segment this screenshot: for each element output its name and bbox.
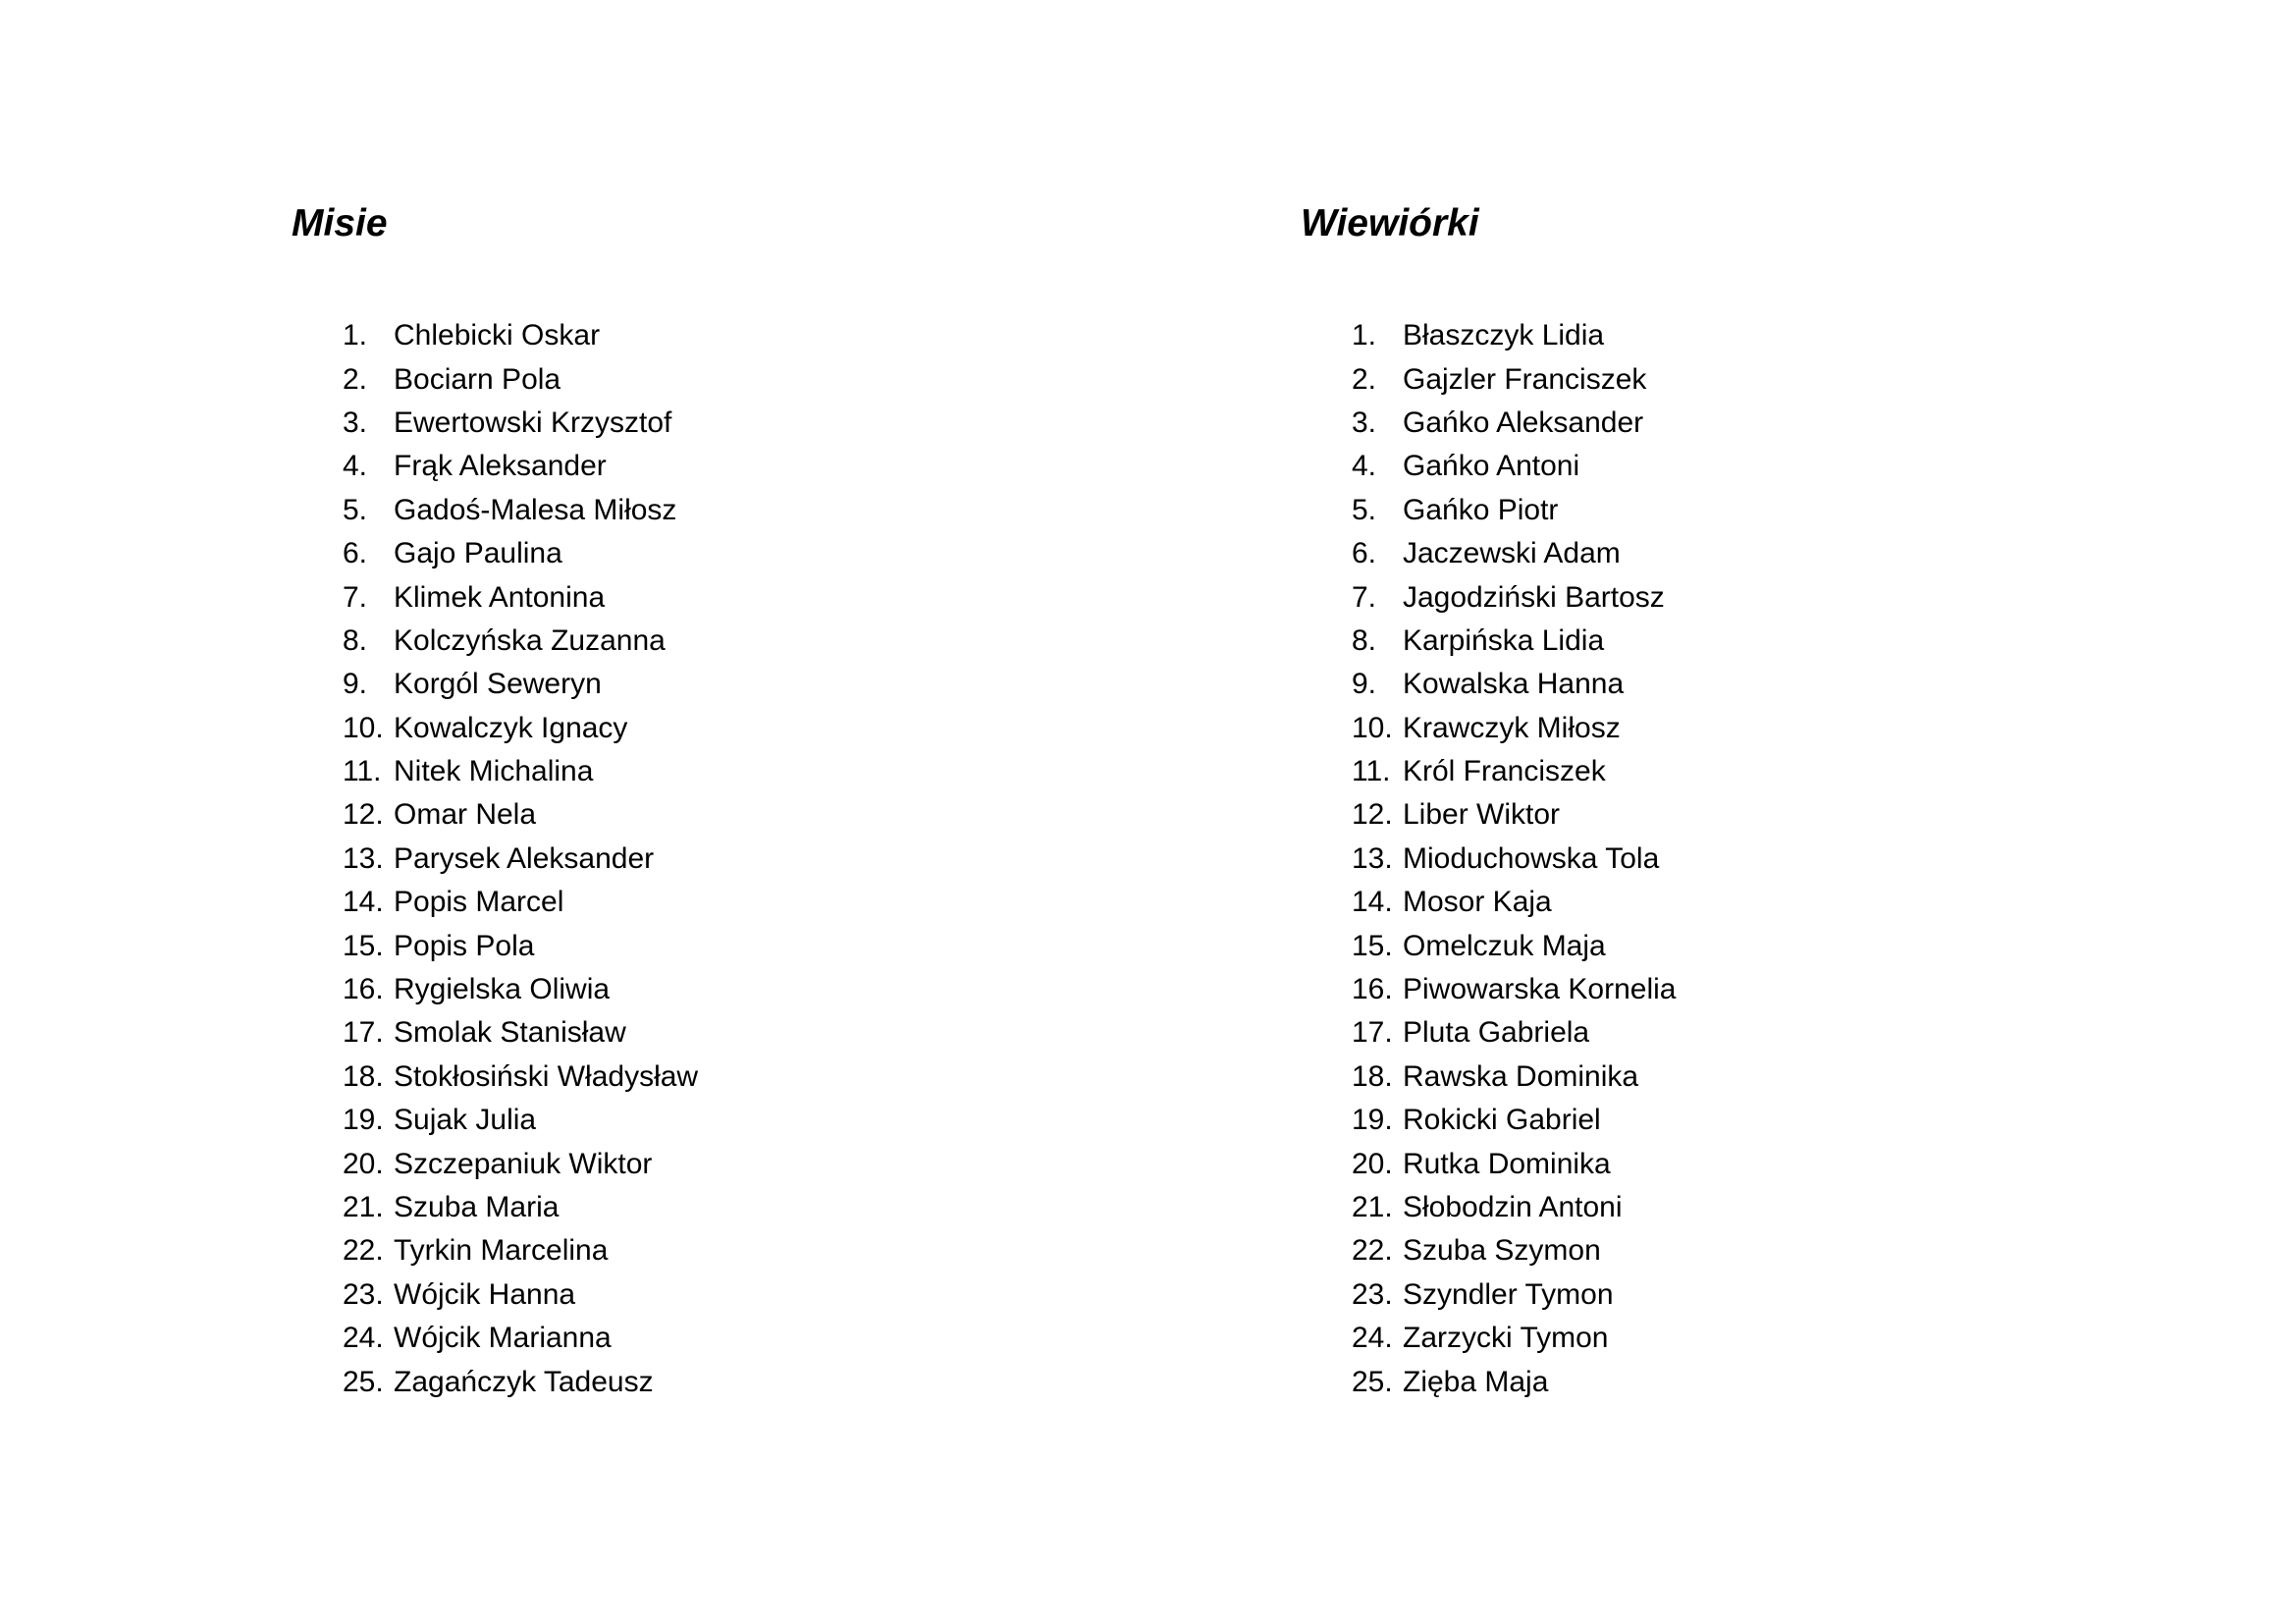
list-item-name: Jagodziński Bartosz — [1403, 580, 1665, 614]
list-item — [1352, 968, 1676, 1011]
list-item-number: 2. — [1352, 362, 1377, 396]
list-item-number: 13. — [343, 841, 384, 875]
list-item-number: 2. — [343, 362, 368, 396]
list-item — [1352, 750, 1676, 793]
list-item — [343, 793, 698, 837]
group-title: Misie — [292, 202, 388, 244]
list-item-name: Zarzycki Tymon — [1403, 1322, 1609, 1355]
list-item-name: Popis Pola — [394, 929, 535, 962]
list-item-name: Frąk Aleksander — [394, 450, 607, 483]
list-item-number: 23. — [343, 1277, 384, 1311]
list-item-number: 18. — [343, 1059, 384, 1093]
list-item — [1352, 1142, 1676, 1185]
group-title: Wiewiórki — [1301, 202, 1479, 244]
list-item-name: Szyndler Tymon — [1403, 1277, 1614, 1311]
list-item-name: Ewertowski Krzysztof — [394, 406, 672, 439]
list-item-number: 12. — [343, 798, 384, 832]
list-item-name: Wójcik Hanna — [394, 1277, 576, 1311]
list-item-number: 17. — [343, 1016, 384, 1050]
list-item — [1352, 1317, 1676, 1360]
list-item-number: 6. — [1352, 537, 1377, 570]
list-item-number: 10. — [1352, 711, 1393, 744]
list-item — [1352, 1099, 1676, 1142]
list-item-name: Błaszczyk Lidia — [1403, 319, 1605, 352]
list-item-number: 21. — [1352, 1191, 1393, 1223]
list-item-name: Omar Nela — [394, 798, 537, 832]
list-item-number: 6. — [343, 537, 368, 570]
list-item-name: Kowalczyk Ignacy — [394, 711, 628, 744]
list-item — [343, 1186, 698, 1229]
list-item-number: 5. — [343, 493, 368, 526]
list-item-number: 18. — [1352, 1059, 1393, 1093]
list-item-name: Gańko Antoni — [1403, 450, 1580, 483]
list-item-number: 3. — [1352, 406, 1377, 439]
list-item-name: Jaczewski Adam — [1403, 537, 1621, 570]
list-item-number: 13. — [1352, 841, 1393, 875]
list-item-name: Król Franciszek — [1403, 755, 1606, 788]
list-item-number: 22. — [1352, 1234, 1393, 1268]
list-item-name: Korgól Seweryn — [394, 668, 602, 701]
list-item — [343, 1360, 698, 1403]
list-item-number: 21. — [343, 1191, 384, 1223]
list-item-name: Tyrkin Marcelina — [394, 1234, 609, 1268]
list-item — [1352, 793, 1676, 837]
list-item — [343, 1142, 698, 1185]
group-wiewiorki — [1301, 187, 1677, 1398]
list-item-number: 15. — [1352, 929, 1393, 962]
list-item-name: Szuba Szymon — [1403, 1234, 1601, 1268]
list-item — [1352, 620, 1676, 663]
list-item-name: Rokicki Gabriel — [1403, 1104, 1601, 1137]
list-item-number: 7. — [343, 580, 368, 614]
list-item-name: Omelczuk Maja — [1403, 929, 1606, 962]
list-item — [343, 707, 698, 750]
list-item-name: Bociarn Pola — [394, 362, 561, 396]
list-item-name: Klimek Antonina — [394, 580, 606, 614]
list-item — [343, 402, 698, 445]
list-item-name: Sujak Julia — [394, 1104, 537, 1137]
list-item-number: 24. — [1352, 1322, 1393, 1355]
list-item-number: 1. — [1352, 319, 1377, 352]
list-item-name: Szuba Maria — [394, 1191, 560, 1223]
list-item — [343, 1317, 698, 1360]
list-item-number: 20. — [343, 1147, 384, 1180]
list-item-name: Wójcik Marianna — [394, 1322, 612, 1355]
list-item-number: 11. — [343, 755, 382, 788]
list-item-name: Gańko Piotr — [1403, 493, 1559, 526]
list-item-name: Pluta Gabriela — [1403, 1016, 1590, 1050]
list-item — [1352, 445, 1676, 488]
list-item-number: 20. — [1352, 1147, 1393, 1180]
list-item — [343, 620, 698, 663]
list-item — [343, 357, 698, 401]
list-item — [343, 1099, 698, 1142]
list-item-name: Krawczyk Miłosz — [1403, 711, 1621, 744]
list-item — [343, 750, 698, 793]
list-item — [1352, 1186, 1676, 1229]
list-item — [1352, 881, 1676, 924]
list-item-name: Piwowarska Kornelia — [1403, 973, 1677, 1006]
list-item-name: Gajo Paulina — [394, 537, 562, 570]
list-item-number: 8. — [1352, 623, 1377, 657]
list-item — [1352, 314, 1676, 357]
list-item-number: 4. — [343, 450, 368, 483]
list-item-name: Zagańczyk Tadeusz — [394, 1365, 654, 1398]
list-item — [343, 314, 698, 357]
list-item — [343, 1011, 698, 1055]
list-item-number: 15. — [343, 929, 384, 962]
list-item-number: 19. — [343, 1104, 384, 1137]
list-item-number: 3. — [343, 406, 368, 439]
list-item — [1352, 1056, 1676, 1099]
list-item — [1352, 1011, 1676, 1055]
list-item-name: Słobodzin Antoni — [1403, 1191, 1623, 1223]
list-item — [1352, 663, 1676, 706]
list-item-number: 23. — [1352, 1277, 1393, 1311]
list-item-number: 24. — [343, 1322, 384, 1355]
list-item — [1352, 357, 1676, 401]
list-item — [343, 1229, 698, 1272]
list-item — [343, 532, 698, 575]
list-item-number: 9. — [1352, 668, 1377, 701]
list-item-name: Zięba Maja — [1403, 1365, 1549, 1398]
list-item-name: Rawska Dominika — [1403, 1059, 1639, 1093]
list-item-number: 25. — [1352, 1365, 1393, 1398]
list-item — [1352, 532, 1676, 575]
list-item — [1352, 707, 1676, 750]
list-item-name: Mioduchowska Tola — [1403, 841, 1660, 875]
list-item-number: 4. — [1352, 450, 1377, 483]
list-item-name: Parysek Aleksander — [394, 841, 655, 875]
list-item-number: 1. — [343, 319, 368, 352]
list-item-name: Smolak Stanisław — [394, 1016, 626, 1050]
list-item — [343, 663, 698, 706]
group-misie — [292, 187, 699, 1398]
list-item — [343, 575, 698, 619]
list-item — [343, 838, 698, 881]
list-item-name: Gadoś-Malesa Miłosz — [394, 493, 677, 526]
list-item-number: 14. — [1352, 886, 1393, 919]
list-item — [1352, 838, 1676, 881]
list-item — [343, 1273, 698, 1317]
list-item-name: Kolczyńska Zuzanna — [394, 623, 666, 657]
list-item-name: Liber Wiktor — [1403, 798, 1561, 832]
list-item-number: 10. — [343, 711, 384, 744]
list-item-number: 12. — [1352, 798, 1393, 832]
list-item-name: Mosor Kaja — [1403, 886, 1552, 919]
member-list — [343, 314, 698, 1404]
list-item — [1352, 1360, 1676, 1403]
list-item — [1352, 924, 1676, 967]
list-item — [343, 968, 698, 1011]
list-item-number: 5. — [1352, 493, 1377, 526]
list-item-number: 16. — [1352, 973, 1393, 1006]
list-item-number: 22. — [343, 1234, 384, 1268]
list-item-name: Gańko Aleksander — [1403, 406, 1644, 439]
list-item-number: 19. — [1352, 1104, 1393, 1137]
list-item-name: Kowalska Hanna — [1403, 668, 1625, 701]
list-item-name: Nitek Michalina — [394, 755, 594, 788]
list-item — [1352, 489, 1676, 532]
list-item-name: Stokłosiński Władysław — [394, 1059, 699, 1093]
list-item-name: Rutka Dominika — [1403, 1147, 1611, 1180]
list-item — [343, 445, 698, 488]
list-item-number: 11. — [1352, 755, 1391, 788]
list-item-name: Karpińska Lidia — [1403, 623, 1605, 657]
list-item — [1352, 1229, 1676, 1272]
list-item — [1352, 402, 1676, 445]
list-item-name: Gajzler Franciszek — [1403, 362, 1647, 396]
list-item-number: 8. — [343, 623, 368, 657]
list-item-number: 16. — [343, 973, 384, 1006]
list-item — [343, 881, 698, 924]
list-item-number: 14. — [343, 886, 384, 919]
list-item-name: Rygielska Oliwia — [394, 973, 611, 1006]
list-item-number: 25. — [343, 1365, 384, 1398]
list-item — [343, 489, 698, 532]
list-item-name: Szczepaniuk Wiktor — [394, 1147, 653, 1180]
list-item — [343, 924, 698, 967]
list-item-number: 17. — [1352, 1016, 1393, 1050]
list-item-number: 7. — [1352, 580, 1377, 614]
list-item — [1352, 1273, 1676, 1317]
member-list — [1352, 314, 1676, 1404]
list-item-name: Popis Marcel — [394, 886, 564, 919]
list-item — [343, 1056, 698, 1099]
list-item-number: 9. — [343, 668, 368, 701]
list-item — [1352, 575, 1676, 619]
list-item-name: Chlebicki Oskar — [394, 319, 601, 352]
